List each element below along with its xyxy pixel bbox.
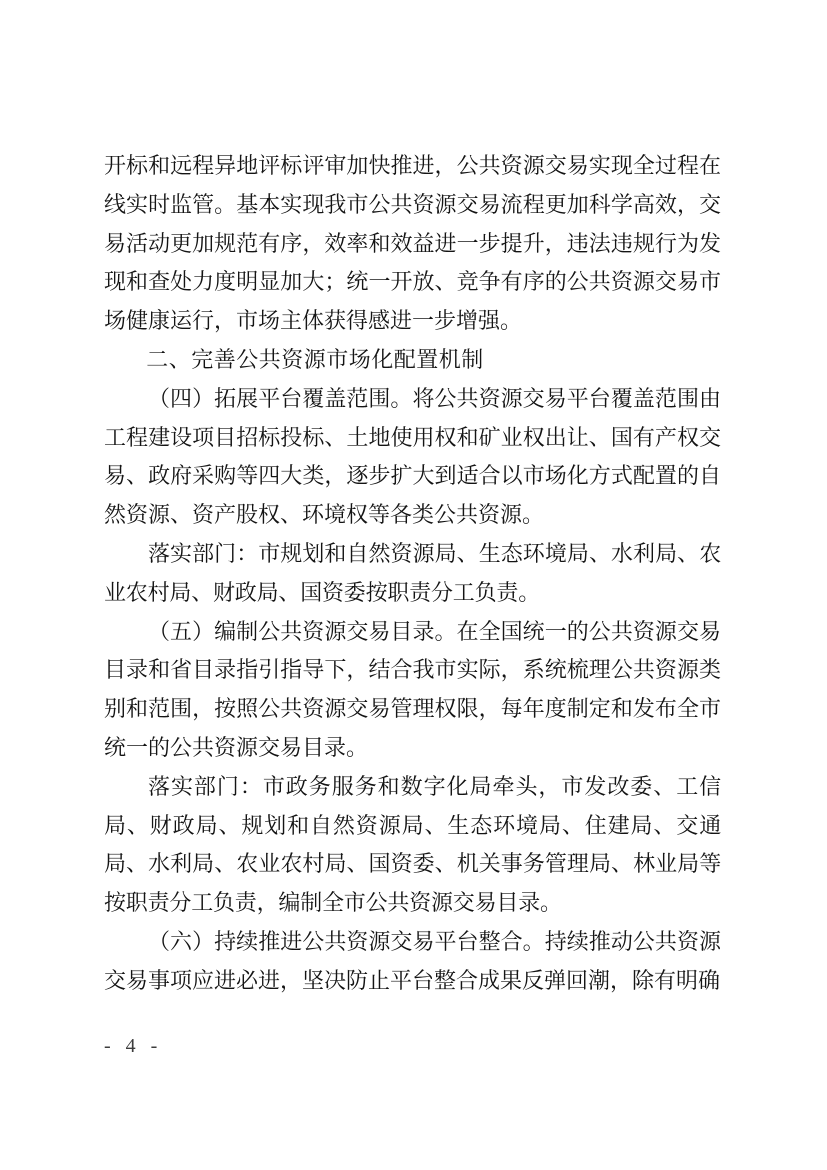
page-number: - 4 - — [104, 1035, 163, 1057]
paragraph-item-six: （六）持续推进公共资源交易平台整合。持续推动公共资源交易事项应进必进，坚决防止平台整合成果反弹回潮，除有明确 — [104, 928, 721, 993]
paragraph-item-five: （五）编制公共资源交易目录。在全国统一的公共资源交易目录和省目录指引指导下，结合我市实际，系统梳理公共资源类别和范围，按照公共资源交易管理权限，每年度制定和发布全市统一的公共资源交易目录。 — [104, 618, 721, 760]
paragraph-departments-item-four: 落实部门：市规划和自然资源局、生态环境局、水利局、农业农村局、财政局、国资委按职责分工负责。 — [104, 540, 721, 605]
paragraph-achievements-continuation: 开标和远程异地评标评审加快推进，公共资源交易实现全过程在线实时监管。基本实现我市公共资源交易流程更加科学高效，交易活动更加规范有序，效率和效益进一步提升，违法违规行为发现和查处力度明显加大；统一开放、竞争有序的公共资源交易市场健康运行，市场主体获得感进一步增强。 — [104, 153, 721, 334]
section-heading-2: 二、完善公共资源市场化配置机制 — [146, 346, 484, 372]
paragraph-departments-item-five: 落实部门：市政务服务和数字化局牵头，市发改委、工信局、财政局、规划和自然资源局、生态环境局、住建局、交通局、水利局、农业农村局、国资委、机关事务管理局、林业局等按职责分工负责，编制全市公共资源交易目录。 — [104, 773, 721, 916]
paragraph-item-four: （四）拓展平台覆盖范围。将公共资源交易平台覆盖范围由工程建设项目招标投标、土地使用权和矿业权出让、国有产权交易、政府采购等四大类，逐步扩大到适合以市场化方式配置的自然资源、资产股权、环境权等各类公共资源。 — [104, 385, 721, 528]
page-footer — [104, 1035, 162, 1058]
document-body — [104, 147, 721, 1001]
